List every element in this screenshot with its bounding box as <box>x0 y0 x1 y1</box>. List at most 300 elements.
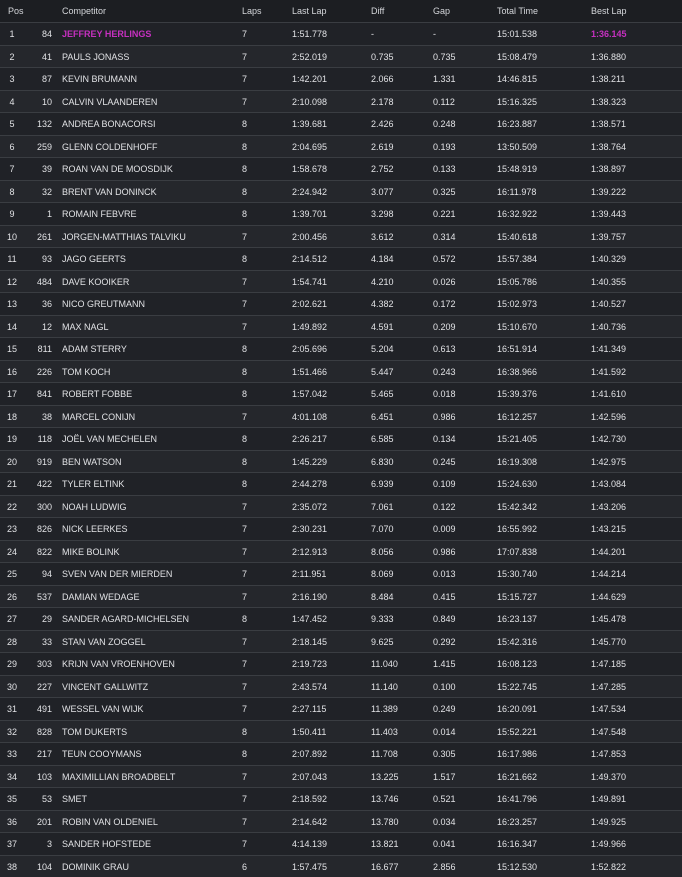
last-lap-cell: 2:16.190 <box>292 591 328 602</box>
gap-cell: 0.100 <box>433 681 456 692</box>
table-row[interactable] <box>0 720 682 743</box>
total-time-cell: 14:46.815 <box>497 74 538 84</box>
gap-cell: 0.221 <box>433 209 456 219</box>
diff-cell: 6.585 <box>371 434 394 444</box>
total-time-cell: 15:42.342 <box>497 501 538 512</box>
pos-cell: 26 <box>6 591 17 602</box>
header-total-time[interactable]: Total Time <box>497 6 539 16</box>
gap-cell: 0.018 <box>433 389 456 399</box>
total-time-cell: 16:23.887 <box>497 119 538 129</box>
table-row[interactable] <box>0 67 682 90</box>
table-row[interactable] <box>0 832 682 855</box>
best-lap-cell: 1:47.185 <box>591 659 627 669</box>
last-lap-cell: 2:26.217 <box>292 434 328 444</box>
laps-cell: 7 <box>242 569 248 579</box>
table-row[interactable] <box>0 517 682 540</box>
competitor-name: ADAM STERRY <box>62 344 127 354</box>
diff-cell: 5.447 <box>371 366 394 377</box>
pos-cell: 22 <box>6 501 17 512</box>
best-lap-cell: 1:36.880 <box>591 51 627 62</box>
total-time-cell: 16:41.796 <box>497 794 538 804</box>
bike-number-cell: 87 <box>41 74 52 84</box>
bike-number-cell: 811 <box>37 344 52 354</box>
diff-cell: 3.077 <box>371 186 394 197</box>
laps-cell: 7 <box>242 591 248 602</box>
table-row[interactable] <box>0 585 682 608</box>
table-row[interactable] <box>0 337 682 360</box>
table-row[interactable] <box>0 855 682 877</box>
table-row[interactable] <box>0 540 682 563</box>
bike-number-cell: 103 <box>36 771 52 782</box>
laps-cell: 8 <box>242 366 248 377</box>
diff-cell: 9.333 <box>371 614 394 624</box>
competitor-name: BRENT VAN DONINCK <box>62 186 157 197</box>
last-lap-cell: 1:58.678 <box>292 164 328 174</box>
total-time-cell: 16:51.914 <box>497 344 538 354</box>
gap-cell: 0.613 <box>433 344 456 354</box>
total-time-cell: 16:23.137 <box>497 614 538 624</box>
total-time-cell: 15:22.745 <box>497 681 538 692</box>
best-lap-cell: 1:41.610 <box>591 389 627 399</box>
table-row[interactable] <box>0 765 682 788</box>
competitor-name: BEN WATSON <box>62 456 122 467</box>
diff-cell: 13.821 <box>371 839 399 849</box>
bike-number-cell: 484 <box>36 276 52 287</box>
best-lap-cell: 1:39.757 <box>591 231 627 242</box>
table-row[interactable] <box>0 742 682 765</box>
bike-number-cell: 828 <box>36 726 52 737</box>
pos-cell: 24 <box>6 546 17 557</box>
table-row[interactable] <box>0 112 682 135</box>
best-lap-cell: 1:38.211 <box>591 74 626 84</box>
competitor-name: TOM KOCH <box>62 366 111 377</box>
table-row[interactable] <box>0 135 682 158</box>
laps-cell: 7 <box>242 96 248 107</box>
total-time-cell: 15:08.479 <box>497 51 538 62</box>
bike-number-cell: 227 <box>36 681 52 692</box>
best-lap-cell: 1:49.891 <box>591 794 627 804</box>
last-lap-cell: 1:49.892 <box>292 321 328 332</box>
last-lap-cell: 1:57.475 <box>292 861 328 872</box>
best-lap-cell: 1:39.222 <box>591 186 627 197</box>
laps-cell: 8 <box>242 186 248 197</box>
header-laps[interactable]: Laps <box>242 6 262 16</box>
pos-cell: 12 <box>6 276 17 287</box>
table-row[interactable] <box>0 427 682 450</box>
total-time-cell: 16:19.308 <box>497 456 538 467</box>
best-lap-cell: 1:49.966 <box>591 839 627 849</box>
table-row[interactable] <box>0 495 682 518</box>
last-lap-cell: 1:45.229 <box>292 456 328 467</box>
table-row[interactable] <box>0 360 682 383</box>
diff-cell: 4.184 <box>371 254 394 264</box>
header-pos[interactable]: Pos <box>8 6 24 16</box>
best-lap-cell: 1:39.443 <box>591 209 627 219</box>
competitor-name: KRIJN VAN VROENHOVEN <box>62 659 175 669</box>
gap-cell: 0.325 <box>433 186 456 197</box>
gap-cell: 0.849 <box>433 614 456 624</box>
total-time-cell: 15:57.384 <box>497 254 538 264</box>
pos-cell: 23 <box>6 524 17 534</box>
diff-cell: 6.451 <box>371 411 394 422</box>
table-row[interactable] <box>0 202 682 225</box>
table-body <box>0 22 682 877</box>
diff-cell: 6.939 <box>371 479 394 489</box>
pos-cell: 2 <box>9 51 15 62</box>
laps-cell: 7 <box>242 51 248 62</box>
last-lap-cell: 2:04.695 <box>292 141 328 152</box>
last-lap-cell: 2:18.145 <box>292 636 328 647</box>
last-lap-cell: 1:39.701 <box>292 209 328 219</box>
best-lap-cell: 1:52.822 <box>591 861 627 872</box>
bike-number-cell: 36 <box>41 299 52 309</box>
laps-cell: 7 <box>242 411 248 422</box>
last-lap-cell: 1:57.042 <box>292 389 328 399</box>
pos-cell: 20 <box>6 456 17 467</box>
last-lap-cell: 2:12.913 <box>292 546 328 557</box>
pos-cell: 21 <box>6 479 17 489</box>
table-row[interactable] <box>0 675 682 698</box>
gap-cell: 0.026 <box>433 276 456 287</box>
competitor-name: MAX NAGL <box>62 321 109 332</box>
bike-number-cell: 118 <box>37 434 52 444</box>
diff-cell: 8.056 <box>371 546 394 557</box>
total-time-cell: 16:38.966 <box>497 366 538 377</box>
laps-cell: 7 <box>242 636 248 647</box>
gap-cell: 0.521 <box>433 794 456 804</box>
pos-cell: 6 <box>9 141 15 152</box>
bike-number-cell: 41 <box>41 51 52 62</box>
laps-cell: 7 <box>242 74 248 84</box>
diff-cell: 6.830 <box>371 456 394 467</box>
best-lap-cell: 1:43.206 <box>591 501 627 512</box>
laps-cell: 8 <box>242 119 248 129</box>
competitor-name: KEVIN BRUMANN <box>62 74 138 84</box>
last-lap-cell: 2:44.278 <box>292 479 328 489</box>
laps-cell: 8 <box>242 141 248 152</box>
pos-cell: 28 <box>6 636 17 647</box>
best-lap-cell: 1:44.214 <box>591 569 627 579</box>
table-row[interactable] <box>0 630 682 653</box>
laps-cell: 7 <box>242 321 248 332</box>
diff-cell: 4.210 <box>371 276 394 287</box>
laps-cell: 8 <box>242 434 248 444</box>
total-time-cell: 15:42.316 <box>497 636 538 647</box>
bike-number-cell: 38 <box>41 411 52 422</box>
pos-cell: 34 <box>6 771 17 782</box>
diff-cell: 5.204 <box>371 344 394 354</box>
last-lap-cell: 2:14.642 <box>292 816 328 827</box>
pos-cell: 29 <box>6 659 17 669</box>
table-row[interactable] <box>0 450 682 473</box>
diff-cell: 16.677 <box>371 861 399 872</box>
diff-cell: 13.225 <box>371 771 399 782</box>
best-lap-cell: 1:42.596 <box>591 411 627 422</box>
gap-cell: 0.209 <box>433 321 456 332</box>
last-lap-cell: 2:05.696 <box>292 344 328 354</box>
laps-cell: 8 <box>242 254 248 264</box>
gap-cell: 0.013 <box>433 569 456 579</box>
header-gap[interactable]: Gap <box>433 6 451 16</box>
competitor-name: MIKE BOLINK <box>62 546 120 557</box>
diff-cell: 2.619 <box>371 141 394 152</box>
pos-cell: 30 <box>6 681 17 692</box>
bike-number-cell: 93 <box>41 254 52 264</box>
competitor-name: SANDER AGARD-MICHELSEN <box>62 614 190 624</box>
best-lap-cell: 1:42.730 <box>591 434 627 444</box>
total-time-cell: 15:12.530 <box>497 861 538 872</box>
bike-number-cell: 822 <box>36 546 52 557</box>
last-lap-cell: 2:07.892 <box>292 749 328 759</box>
pos-cell: 32 <box>6 726 17 737</box>
laps-cell: 7 <box>242 299 248 309</box>
gap-cell: 0.034 <box>433 816 456 827</box>
gap-cell: 0.572 <box>433 254 456 264</box>
diff-cell: 11.389 <box>371 704 398 714</box>
competitor-name: ROMAIN FEBVRE <box>62 209 137 219</box>
best-lap-cell: 1:43.215 <box>591 524 627 534</box>
diff-cell: 4.591 <box>371 321 394 332</box>
pos-cell: 8 <box>9 186 15 197</box>
header-best-lap[interactable]: Best Lap <box>591 6 627 16</box>
diff-cell: 2.752 <box>371 164 394 174</box>
last-lap-cell: 2:07.043 <box>292 771 328 782</box>
best-lap-cell: 1:44.629 <box>591 591 627 602</box>
competitor-name: ROAN VAN DE MOOSDIJK <box>62 164 173 174</box>
best-lap-cell: 1:41.349 <box>591 344 627 354</box>
gap-cell: 0.041 <box>433 839 456 849</box>
table-row[interactable] <box>0 45 682 68</box>
best-lap-cell: 1:49.370 <box>591 771 627 782</box>
table-row[interactable] <box>0 225 682 248</box>
competitor-name: WESSEL VAN WIJK <box>62 704 144 714</box>
pos-cell: 9 <box>9 209 15 219</box>
bike-number-cell: 53 <box>41 794 52 804</box>
competitor-name: PAULS JONASS <box>62 51 130 62</box>
total-time-cell: 16:20.091 <box>497 704 538 714</box>
laps-cell: 7 <box>242 501 248 512</box>
bike-number-cell: 104 <box>36 861 52 872</box>
laps-cell: 8 <box>242 456 248 467</box>
gap-cell: 0.245 <box>433 456 456 467</box>
table-row[interactable] <box>0 180 682 203</box>
last-lap-cell: 1:51.466 <box>292 366 328 377</box>
table-row[interactable] <box>0 472 682 495</box>
laps-cell: 6 <box>242 861 248 872</box>
bike-number-cell: 84 <box>41 29 52 39</box>
total-time-cell: 15:02.973 <box>497 299 538 309</box>
competitor-name: JOËL VAN MECHELEN <box>62 434 158 444</box>
diff-cell: 2.178 <box>371 96 394 107</box>
gap-cell: 0.248 <box>433 119 456 129</box>
diff-cell: 0.735 <box>371 51 394 62</box>
table-row[interactable] <box>0 157 682 180</box>
diff-cell: 4.382 <box>371 299 394 309</box>
laps-cell: 7 <box>242 771 248 782</box>
best-lap-cell: 1:40.355 <box>591 276 627 287</box>
competitor-name: DAMIAN WEDAGE <box>62 591 140 602</box>
bike-number-cell: 422 <box>36 479 52 489</box>
gap-cell: 0.133 <box>433 164 456 174</box>
diff-cell: 8.069 <box>371 569 394 579</box>
gap-cell: - <box>433 29 436 39</box>
best-lap-cell: 1:47.534 <box>591 704 627 714</box>
total-time-cell: 16:17.986 <box>497 749 538 759</box>
gap-cell: 0.986 <box>433 546 456 557</box>
total-time-cell: 16:32.922 <box>497 209 538 219</box>
table-row[interactable] <box>0 382 682 405</box>
bike-number-cell: 261 <box>36 231 52 242</box>
pos-cell: 27 <box>6 614 17 624</box>
gap-cell: 0.249 <box>433 704 456 714</box>
diff-cell: 11.040 <box>371 659 398 669</box>
competitor-name: VINCENT GALLWITZ <box>62 681 149 692</box>
pos-cell: 33 <box>6 749 17 759</box>
bike-number-cell: 919 <box>36 456 52 467</box>
table-row[interactable] <box>0 697 682 720</box>
bike-number-cell: 201 <box>36 816 52 827</box>
table-row[interactable] <box>0 652 682 675</box>
laps-cell: 8 <box>242 164 248 174</box>
gap-cell: 1.415 <box>433 659 456 669</box>
last-lap-cell: 1:50.411 <box>292 726 327 737</box>
total-time-cell: 16:21.662 <box>497 771 538 782</box>
laps-cell: 8 <box>242 726 248 737</box>
diff-cell: - <box>371 29 374 39</box>
best-lap-cell: 1:47.853 <box>591 749 627 759</box>
pos-cell: 25 <box>6 569 17 579</box>
laps-cell: 7 <box>242 704 248 714</box>
last-lap-cell: 2:43.574 <box>292 681 328 692</box>
competitor-name: ANDREA BONACORSI <box>62 119 156 129</box>
best-lap-cell: 1:36.145 <box>591 29 627 39</box>
total-time-cell: 15:24.630 <box>497 479 538 489</box>
laps-cell: 7 <box>242 816 248 827</box>
laps-cell: 8 <box>242 344 248 354</box>
last-lap-cell: 2:18.592 <box>292 794 328 804</box>
header-diff[interactable]: Diff <box>371 6 385 16</box>
diff-cell: 11.708 <box>371 749 398 759</box>
gap-cell: 0.009 <box>433 524 456 534</box>
diff-cell: 7.070 <box>371 524 394 534</box>
pos-cell: 18 <box>6 411 17 422</box>
total-time-cell: 16:11.978 <box>497 186 537 197</box>
table-row[interactable] <box>0 247 682 270</box>
best-lap-cell: 1:45.770 <box>591 636 627 647</box>
gap-cell: 0.735 <box>433 51 456 62</box>
pos-cell: 5 <box>9 119 15 129</box>
last-lap-cell: 2:19.723 <box>292 659 328 669</box>
laps-cell: 7 <box>242 659 248 669</box>
laps-cell: 7 <box>242 794 248 804</box>
table-row[interactable] <box>0 787 682 810</box>
best-lap-cell: 1:40.736 <box>591 321 627 332</box>
best-lap-cell: 1:49.925 <box>591 816 627 827</box>
bike-number-cell: 491 <box>36 704 52 714</box>
table-header <box>0 0 682 22</box>
last-lap-cell: 1:42.201 <box>292 74 328 84</box>
gap-cell: 0.305 <box>433 749 456 759</box>
competitor-name: STAN VAN ZOGGEL <box>62 636 146 647</box>
table-row[interactable] <box>0 315 682 338</box>
last-lap-cell: 2:02.621 <box>292 299 328 309</box>
table-row[interactable] <box>0 90 682 113</box>
laps-cell: 7 <box>242 276 248 287</box>
best-lap-cell: 1:38.571 <box>591 119 627 129</box>
bike-number-cell: 226 <box>36 366 52 377</box>
gap-cell: 0.314 <box>433 231 456 242</box>
table-row[interactable] <box>0 562 682 585</box>
table-row[interactable] <box>0 270 682 293</box>
competitor-name: ROBIN VAN OLDENIEL <box>62 816 158 827</box>
bike-number-cell: 841 <box>36 389 52 399</box>
competitor-name: GLENN COLDENHOFF <box>62 141 158 152</box>
bike-number-cell: 29 <box>41 614 52 624</box>
header-last-lap[interactable]: Last Lap <box>292 6 327 16</box>
bike-number-cell: 300 <box>36 501 52 512</box>
gap-cell: 1.517 <box>433 771 456 782</box>
competitor-name: MARCEL CONIJN <box>62 411 136 422</box>
bike-number-cell: 826 <box>36 524 52 534</box>
total-time-cell: 13:50.509 <box>497 141 538 152</box>
gap-cell: 0.292 <box>433 636 456 647</box>
laps-cell: 7 <box>242 524 248 534</box>
gap-cell: 0.109 <box>433 479 456 489</box>
pos-cell: 36 <box>6 816 17 827</box>
diff-cell: 2.426 <box>371 119 394 129</box>
last-lap-cell: 4:14.139 <box>292 839 328 849</box>
best-lap-cell: 1:47.548 <box>591 726 627 737</box>
table-row[interactable] <box>0 292 682 315</box>
pos-cell: 16 <box>6 366 17 377</box>
best-lap-cell: 1:45.478 <box>591 614 627 624</box>
bike-number-cell: 33 <box>41 636 52 647</box>
last-lap-cell: 2:35.072 <box>292 501 328 512</box>
last-lap-cell: 1:47.452 <box>292 614 328 624</box>
table-row[interactable] <box>0 607 682 630</box>
last-lap-cell: 1:51.778 <box>292 29 328 39</box>
diff-cell: 9.625 <box>371 636 394 647</box>
diff-cell: 11.140 <box>371 681 398 692</box>
bike-number-cell: 94 <box>41 569 52 579</box>
pos-cell: 17 <box>6 389 17 399</box>
laps-cell: 7 <box>242 546 248 557</box>
total-time-cell: 15:52.221 <box>497 726 538 737</box>
last-lap-cell: 1:54.741 <box>292 276 328 287</box>
best-lap-cell: 1:40.527 <box>591 299 627 309</box>
table-row[interactable] <box>0 405 682 428</box>
competitor-name: SVEN VAN DER MIERDEN <box>62 569 173 579</box>
bike-number-cell: 303 <box>36 659 52 669</box>
pos-cell: 35 <box>6 794 17 804</box>
table-row[interactable] <box>0 22 682 45</box>
bike-number-cell: 217 <box>36 749 52 759</box>
total-time-cell: 15:15.727 <box>497 591 538 602</box>
total-time-cell: 17:07.838 <box>497 546 538 557</box>
header-competitor[interactable]: Competitor <box>62 6 107 16</box>
total-time-cell: 15:40.618 <box>497 231 538 242</box>
competitor-name: ROBERT FOBBE <box>62 389 133 399</box>
diff-cell: 5.465 <box>371 389 394 399</box>
best-lap-cell: 1:44.201 <box>591 546 627 557</box>
table-row[interactable] <box>0 810 682 833</box>
pos-cell: 7 <box>9 164 15 174</box>
bike-number-cell: 3 <box>46 839 52 849</box>
pos-cell: 15 <box>6 344 17 354</box>
diff-cell: 7.061 <box>371 501 394 512</box>
diff-cell: 13.780 <box>371 816 399 827</box>
diff-cell: 8.484 <box>371 591 394 602</box>
